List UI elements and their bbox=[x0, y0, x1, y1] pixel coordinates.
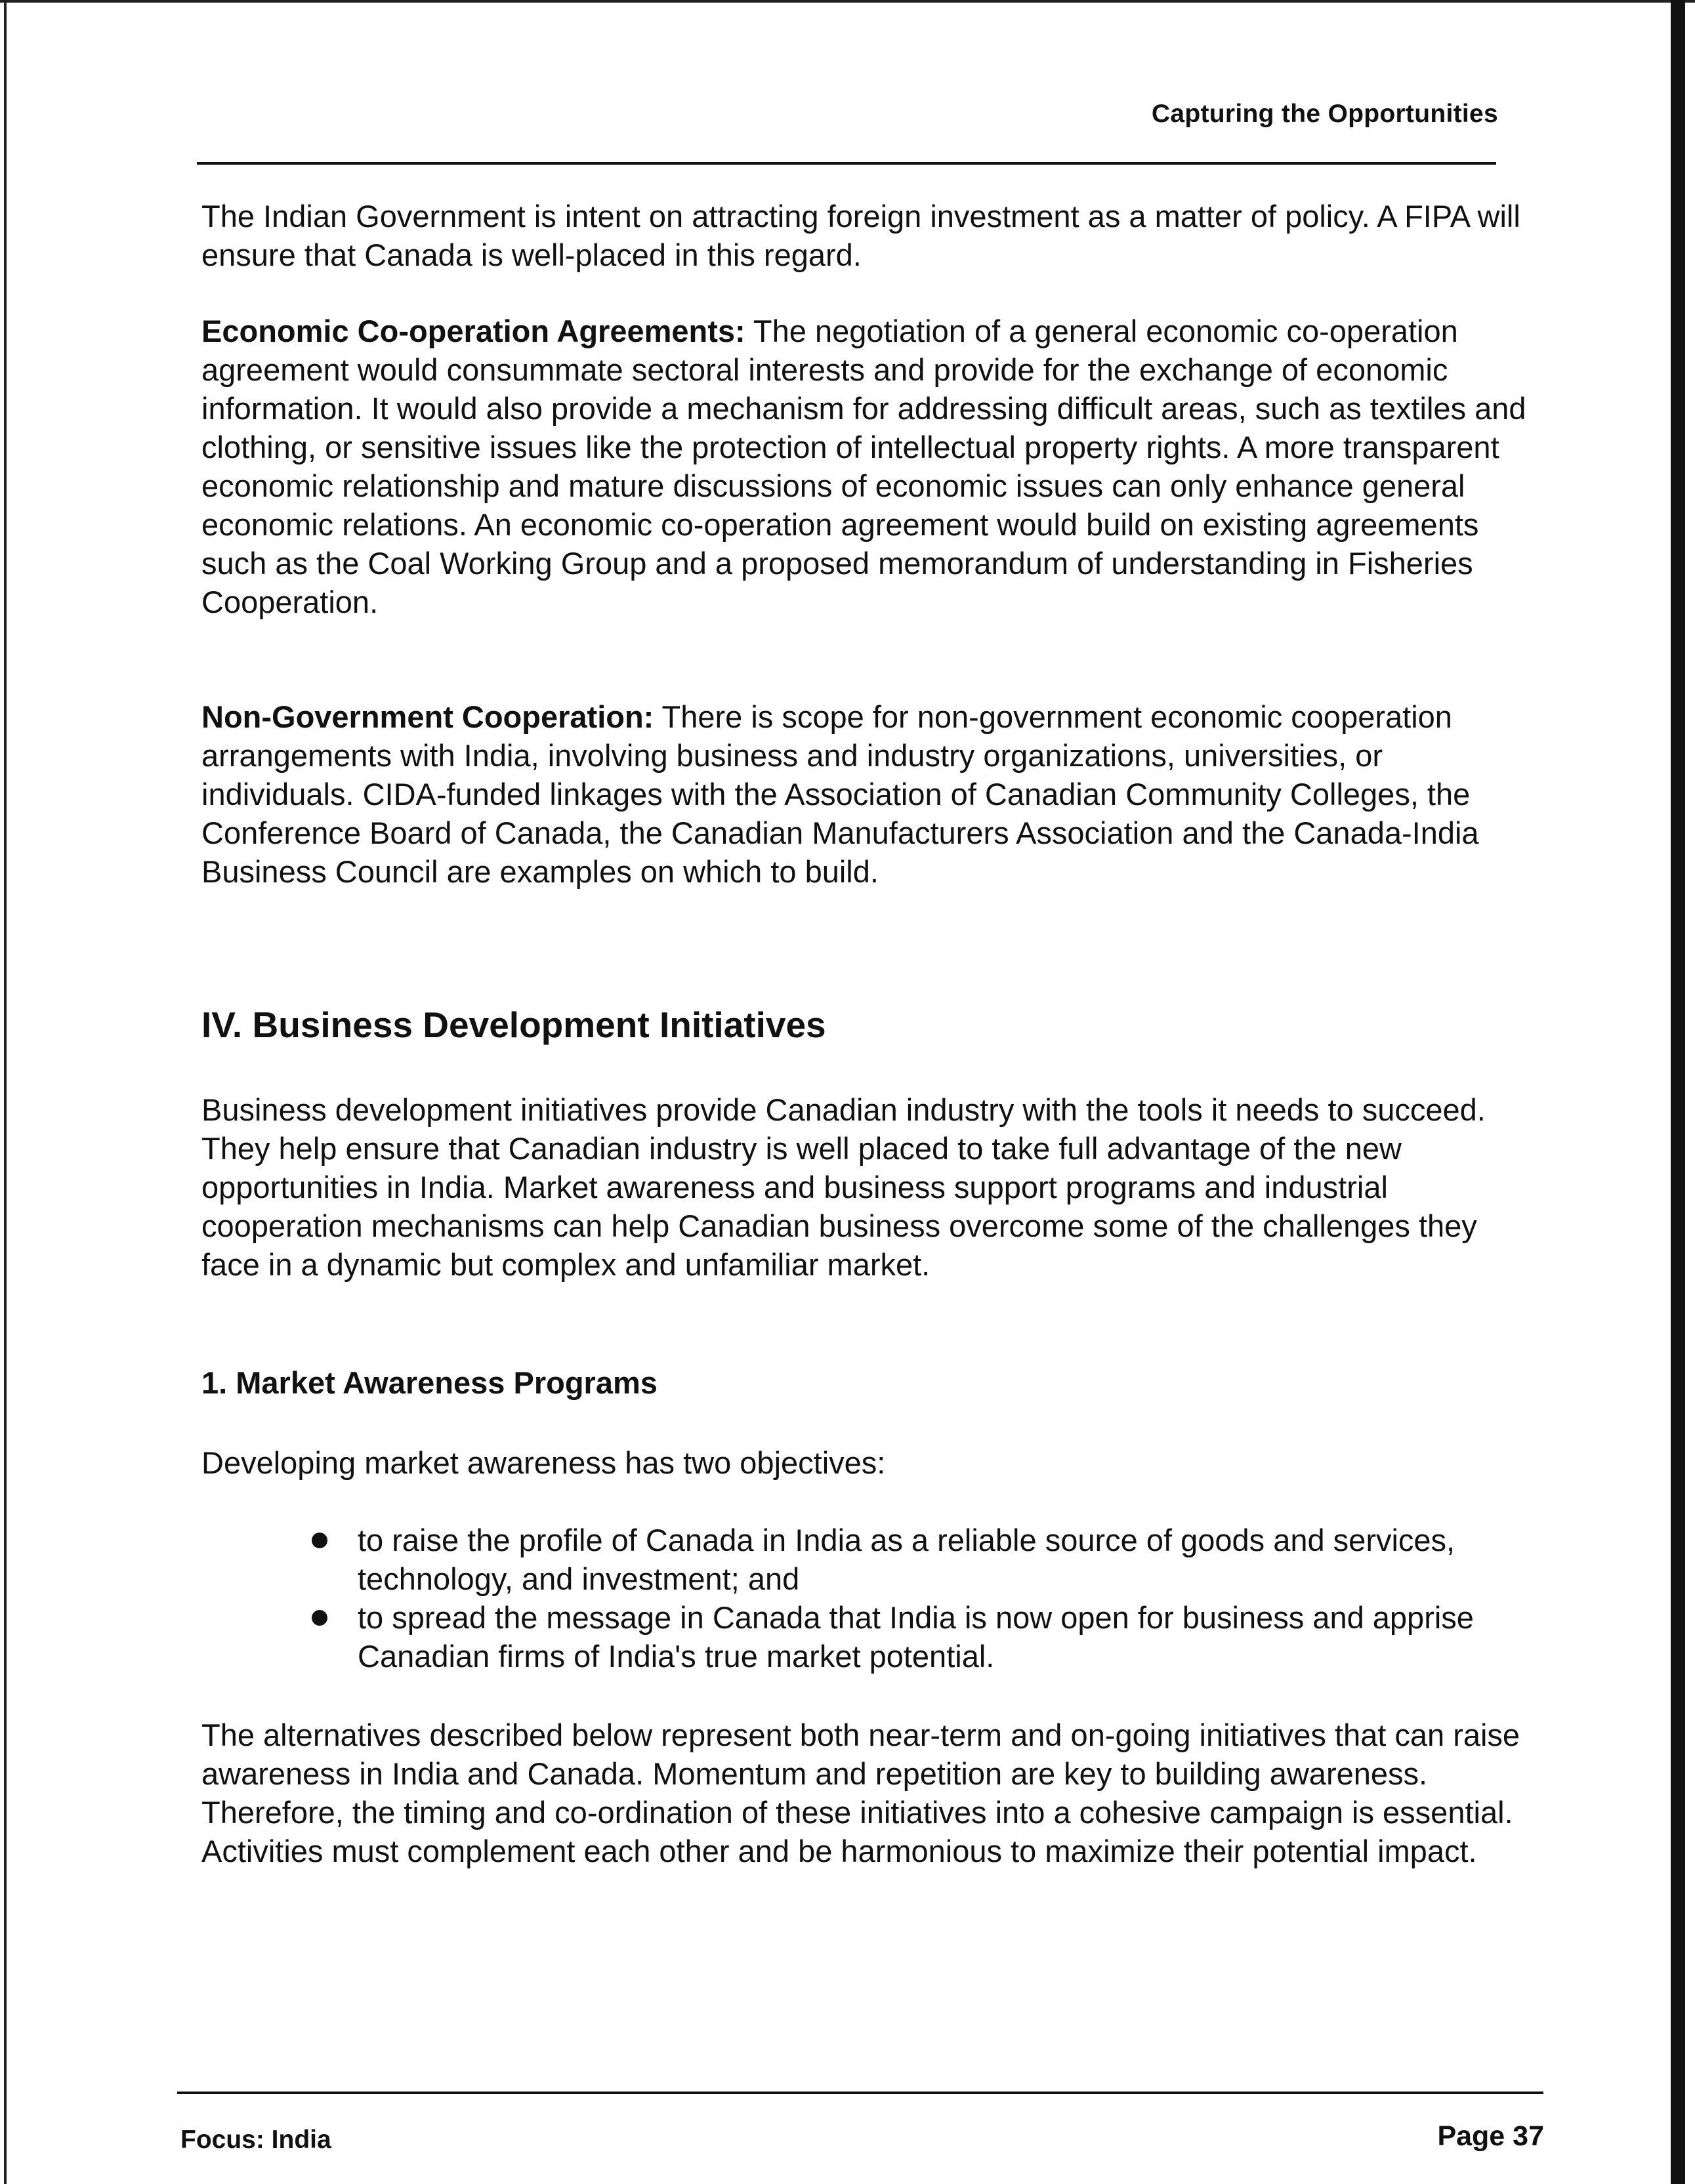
economic-cooperation-body: The negotiation of a general economic co-operation agreement would consummate sectoral interests and provide for the exchange of economic information. It would also provide a mechanism for addressing difficult areas, such as textiles and clothing, or sensitive issues like the protection of intellectual property rights. A more transparent economic relationship and mature discussions of economic issues can only enhance general economic relations. An economic co-operation agreement would build on existing agreements such as the Coal Working Group and a proposed memorandum of understanding in Fisheries Cooperation. bbox=[201, 314, 1526, 619]
closing-paragraph: The alternatives described below represent both near-term and on-going initiatives that can raise awareness in India and Canada. Momentum and repetition are key to building awareness. Therefore, the timing and co-ordination of these initiatives into a cohesive campaign is essential. Activities must complement each other and be harmonious to maximize their potential impact. bbox=[201, 1718, 1520, 1868]
subsection-heading: 1. Market Awareness Programs bbox=[201, 1365, 658, 1400]
scan-edge-right bbox=[1671, 0, 1685, 2184]
non-government-body: There is scope for non-government economic cooperation arrangements with India, involving business and industry organizations, universities, or individuals. CIDA-funded linkages with the Association of Canadian Community Colleges, the Conference Board of Canada, the Canadian Manufacturers Association and the Canada-India Business Council are examples on which to build. bbox=[201, 699, 1479, 889]
bullet-text: to spread the message in Canada that India is now open for business and apprise Canadian firms of India's true market potential. bbox=[358, 1600, 1474, 1674]
section-intro-paragraph: Business development initiatives provide Canadian industry with the tools it needs to succeed. They help ensure that Canadian industry is well placed to take full advantage of the new opportunities in India. Market awareness and business support programs and industrial cooperation mechanisms can help Canadian business overcome some of the challenges they face in a dynamic but complex and unfamiliar market. bbox=[201, 1092, 1486, 1282]
economic-cooperation-heading: Economic Co-operation Agreements: bbox=[201, 314, 745, 348]
footer-publication: Focus: India bbox=[180, 2126, 331, 2154]
footer-rule bbox=[177, 2091, 1543, 2094]
scan-edge-left bbox=[4, 0, 7, 2184]
fipa-paragraph: The Indian Government is intent on attracting foreign investment as a matter of policy. A FIPA will ensure that Canada is well-placed in this regard. bbox=[201, 199, 1520, 272]
bullet-text: to raise the profile of Canada in India as a reliable source of goods and services, technology, and investment; and bbox=[358, 1523, 1455, 1596]
objectives-list bbox=[312, 1521, 1532, 1676]
bullet-icon bbox=[312, 1610, 327, 1626]
bullet-icon bbox=[312, 1533, 327, 1548]
economic-cooperation-paragraph bbox=[201, 312, 1534, 621]
list-item bbox=[312, 1598, 1532, 1676]
non-government-paragraph bbox=[201, 697, 1534, 891]
header-rule bbox=[197, 162, 1496, 165]
scan-edge-top bbox=[0, 0, 1695, 3]
list-item bbox=[312, 1521, 1532, 1598]
section-heading: IV. Business Development Initiatives bbox=[201, 1004, 826, 1045]
non-government-heading: Non-Government Cooperation: bbox=[201, 699, 654, 734]
objectives-lead: Developing market awareness has two objectives: bbox=[201, 1445, 886, 1480]
running-header: Capturing the Opportunities bbox=[1151, 100, 1498, 128]
page-number: Page 37 bbox=[1437, 2120, 1544, 2152]
